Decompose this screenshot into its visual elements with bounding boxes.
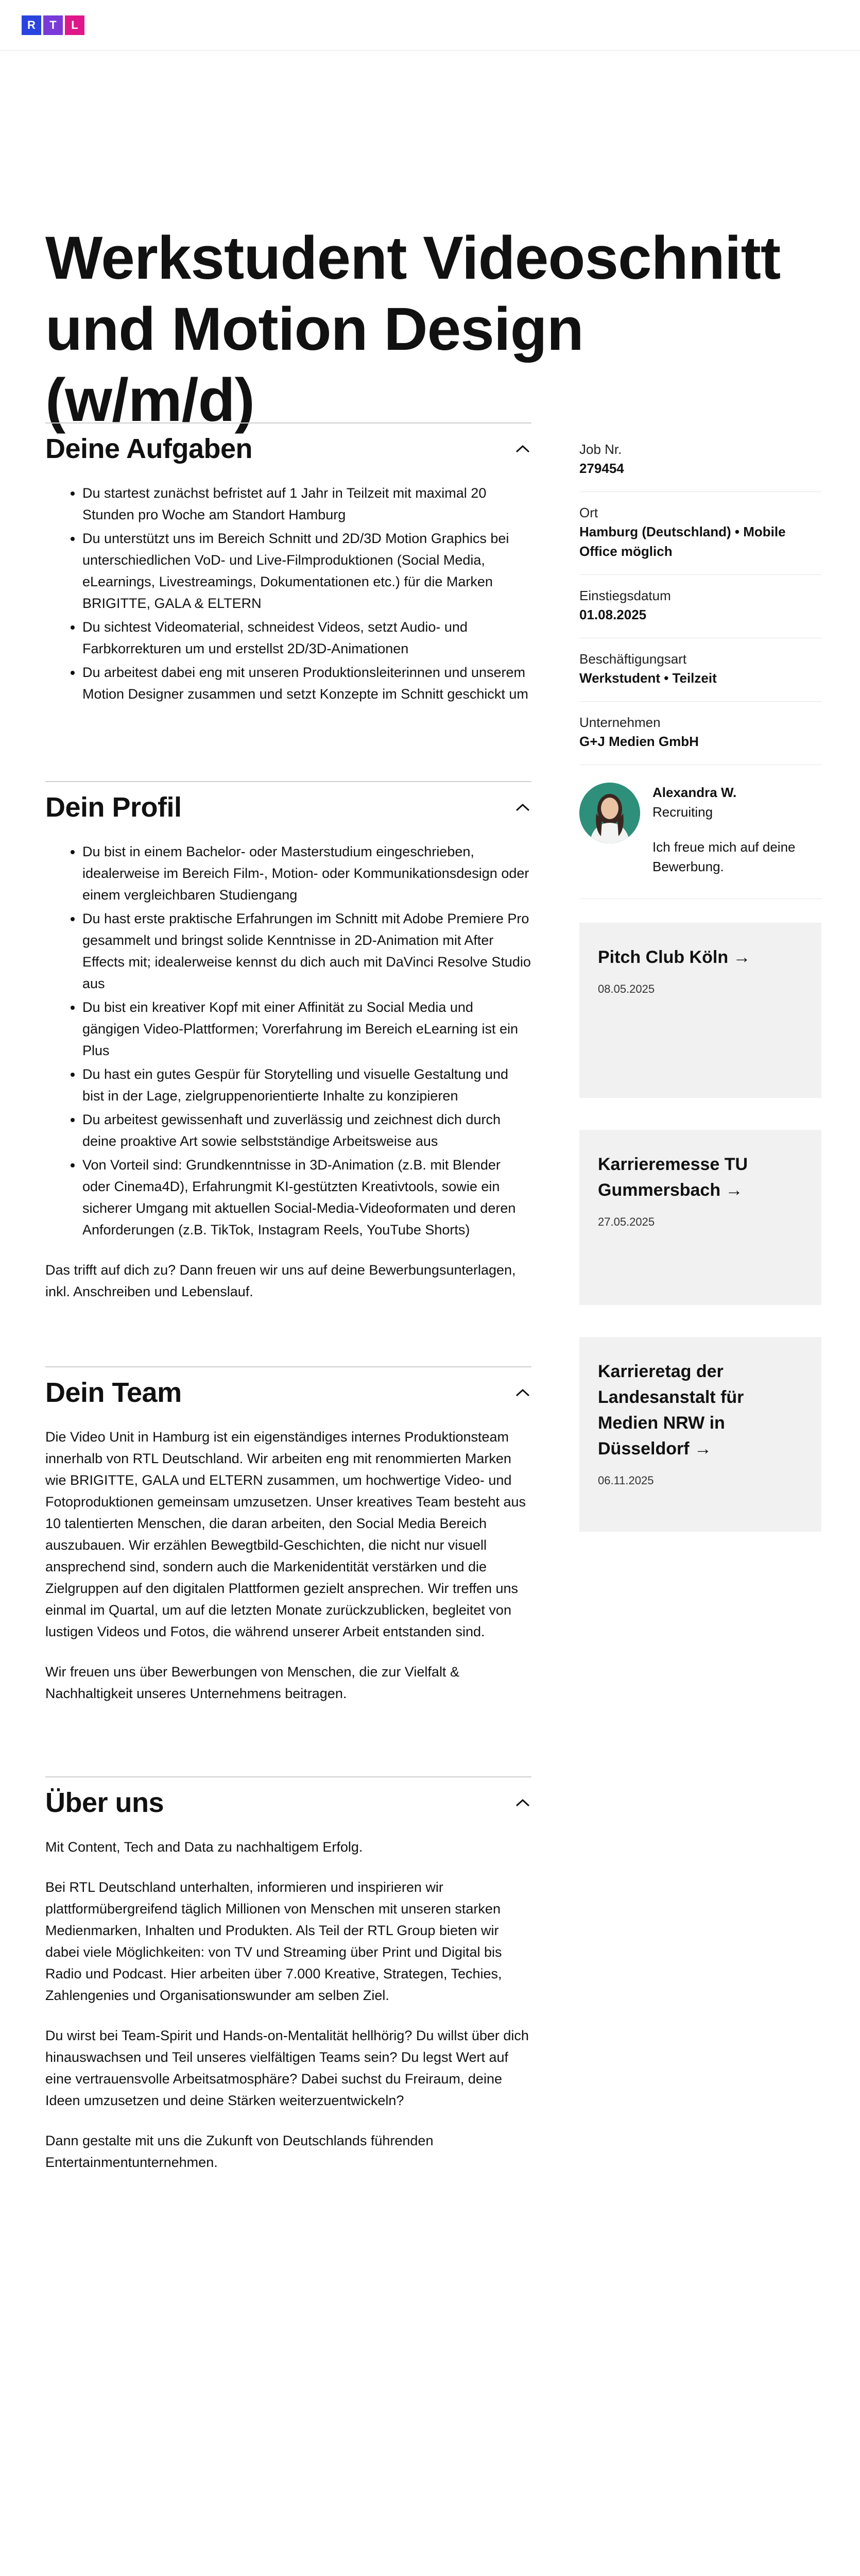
profile-outro: Das trifft auf dich zu? Dann freuen wir uns auf deine Bewerbungsunterlagen, inkl. Anschreiben und Lebenslauf.: [45, 1262, 516, 1299]
task-list: [45, 482, 531, 705]
fact-value: Hamburg (Deutschland) • Mobile Office möglich: [579, 524, 786, 559]
list-item: • Du sichtest Videomaterial, schneidest Videos, setzt Audio- und Farbkorrekturen um und erstellst 2D/3D-Animationen: [82, 616, 531, 659]
section-header[interactable]: [45, 793, 531, 821]
chevron-up-icon[interactable]: [514, 1794, 531, 1811]
fact-value: 01.08.2025: [579, 607, 647, 622]
section-title: Über uns: [45, 1787, 164, 1818]
list-item: • Du bist ein kreativer Kopf mit einer Affinität zu Social Media und gängigen Video-Plattformen; Vorerfahrung im Bereich eLearning ist ein Plus: [82, 996, 531, 1061]
list-item: • Du hast erste praktische Erfahrungen im Schnitt mit Adobe Premiere Pro gesammelt und bringst solide Kenntnisse in 2D-Animation mit After Effects mit; idealerweise kennst du dich auch mit DaVinci Resolve Studio aus: [82, 908, 531, 994]
event-card[interactable]: [579, 923, 821, 1098]
job-sidebar: [579, 422, 821, 1564]
logo-letter-t: T: [43, 15, 63, 35]
list-item: • Du arbeitest gewissenhaft und zuverlässig und zeichnest dich durch deine proaktive Art sowie selbstständige Arbeitsweise aus: [82, 1109, 531, 1152]
about-paragraph: Mit Content, Tech and Data zu nachhaltigem Erfolg.: [45, 1839, 363, 1855]
rtl-logo[interactable]: [22, 15, 84, 35]
list-item: • Du startest zunächst befristet auf 1 Jahr in Teilzeit mit maximal 20 Stunden pro Woche am Standort Hamburg: [82, 482, 531, 526]
job-facts: [579, 422, 821, 765]
fact-value: G+J Medien GmbH: [579, 734, 699, 749]
event-title: Pitch Club Köln →: [598, 947, 751, 967]
list-item: • Du bist in einem Bachelor- oder Masterstudium eingeschrieben, idealerweise im Bereich Film-, Motion- oder Kommunikationsdesign oder einem vergleichbaren Studiengang: [82, 841, 531, 906]
fact-ort: [579, 492, 821, 575]
recruiter-message: Ich freue mich auf deine Bewerbung.: [652, 839, 796, 874]
event-date: 08.05.2025: [598, 982, 655, 995]
fact-job-nr: [579, 422, 821, 492]
section-title: Deine Aufgaben: [45, 433, 253, 464]
list-item: • Von Vorteil sind: Grundkenntnisse in 3D-Animation (z.B. mit Blender oder Cinema4D), Erfahrungmit KI-gestützten Kreativtools, sowie ein sicherer Umgang mit aktuellen Social-Media-Videoformaten und deren Anforderungen (z.B. TikTok, Instagram Reels, YouTube Shorts): [82, 1154, 531, 1241]
chevron-up-icon[interactable]: [514, 799, 531, 816]
about-paragraph: Du wirst bei Team-Spirit und Hands-on-Mentalität hellhörig? Du willst über dich hinauswachsen und Teil unseres vielfältigen Teams sein? Du legst Wert auf eine vertrauensvolle Arbeitsatmosphäre? Dabei suchst du Freiraum, deine Ideen umzusetzen und deine Stärken weiterzuentwickeln?: [45, 2028, 529, 2108]
section-team: [45, 1366, 531, 1704]
top-bar: [0, 0, 860, 50]
fact-beschaeftigungsart: [579, 638, 821, 702]
logo-letter-l: L: [65, 15, 84, 35]
section-aufgaben: [45, 422, 531, 705]
section-profil: [45, 781, 531, 1302]
chevron-up-icon[interactable]: [514, 1384, 531, 1401]
chevron-up-icon[interactable]: [514, 440, 531, 457]
list-item: • Du arbeitest dabei eng mit unseren Produktionsleiterinnen und unserem Motion Designer zusammen und setzt Konzepte im Schnitt geschickt um: [82, 662, 531, 705]
event-list: [579, 923, 821, 1532]
profile-list: [45, 841, 531, 1241]
section-ueber-uns: [45, 1776, 531, 2173]
section-title: Dein Profil: [45, 792, 182, 823]
section-header[interactable]: [45, 1789, 531, 1817]
event-date: 27.05.2025: [598, 1215, 655, 1228]
list-item: • Du unterstützt uns im Bereich Schnitt und 2D/3D Motion Graphics bei unterschiedlichen VoD- und Live-Filmproduktionen (Social Media, eLearnings, Livestreamings, Dokumentationen etc.) für die Marken BRIGITTE, GALA & ELTERN: [82, 528, 531, 614]
team-paragraph: Die Video Unit in Hamburg ist ein eigenständiges internes Produktionsteam innerhalb von RTL Deutschland. Wir arbeiten eng mit renommierten Marken wie BRIGITTE, GALA und ELTERN zusammen, um hochwertige Video- und Fotoproduktionen gemeinsam umzusetzen. Unser kreatives Team besteht aus 10 talentierten Menschen, die daran arbeiten, den Social Media Bereich auszubauen. Wir erzählen Bewegtbild-Geschichten, die nicht nur visuell ansprechend sind, sondern auch die Markenidentität verstärken und die Zielgruppen auf den digitalen Plattformen gezielt ansprechen. Wir treffen uns einmal im Quartal, um auf die letzten Monate zurückzublicken, begleitet von lustigen Videos und Fotos, die während unserer Arbeit entstanden sind.: [45, 1429, 526, 1639]
logo-letter-r: R: [22, 15, 41, 35]
about-paragraph: Dann gestalte mit uns die Zukunft von Deutschlands führenden Entertainmentunternehmen.: [45, 2133, 434, 2170]
fact-label: Unternehmen: [579, 715, 661, 730]
fact-value: 279454: [579, 461, 624, 476]
section-header[interactable]: [45, 435, 531, 463]
fact-label: Job Nr.: [579, 442, 622, 457]
fact-einstiegsdatum: [579, 575, 821, 638]
about-paragraph: Bei RTL Deutschland unterhalten, informieren und inspirieren wir plattformübergreifend täglich Millionen von Menschen mit unseren starken Medienmarken, Inhalten und Produkten. Als Teil der RTL Group bieten wir dabei viele Möglichkeiten: von TV und Streaming über Print und Digital bis Radio und Podcast. Hier arbeiten über 7.000 Kreative, Strategen, Techies, Zahlengenies und Organisationswunder am selben Ziel.: [45, 1879, 502, 2003]
fact-label: Einstiegsdatum: [579, 588, 671, 603]
section-header[interactable]: [45, 1379, 531, 1406]
fact-unternehmen: [579, 702, 821, 765]
event-card[interactable]: [579, 1130, 821, 1305]
fact-label: Ort: [579, 505, 598, 520]
recruiter-name: Alexandra W.: [652, 785, 737, 800]
job-title: Werkstudent Videoschnitt und Motion Design (w/m/d): [45, 224, 781, 434]
event-date: 06.11.2025: [598, 1474, 654, 1487]
team-paragraph: Wir freuen uns über Bewerbungen von Menschen, die zur Vielfalt & Nachhaltigkeit unseres Unternehmens beitragen.: [45, 1664, 459, 1701]
event-card[interactable]: [579, 1337, 821, 1532]
list-item: • Du hast ein gutes Gespür für Storytelling und visuelle Gestaltung und bist in der Lage, zielgruppenorientierte Inhalte zu konzipieren: [82, 1063, 531, 1107]
event-title: Karrieretag der Landesanstalt für Medien NRW in Düsseldorf →: [598, 1362, 744, 1459]
main-content: [45, 422, 531, 2192]
recruiter-info: [652, 783, 796, 878]
event-title: Karrieremesse TU Gummersbach →: [598, 1155, 748, 1200]
fact-value: Werkstudent • Teilzeit: [579, 670, 717, 686]
recruiter-role: Recruiting: [652, 804, 713, 820]
recruiter-card: [579, 765, 821, 899]
avatar: [579, 783, 640, 843]
fact-label: Beschäftigungsart: [579, 651, 687, 667]
section-title: Dein Team: [45, 1377, 182, 1408]
